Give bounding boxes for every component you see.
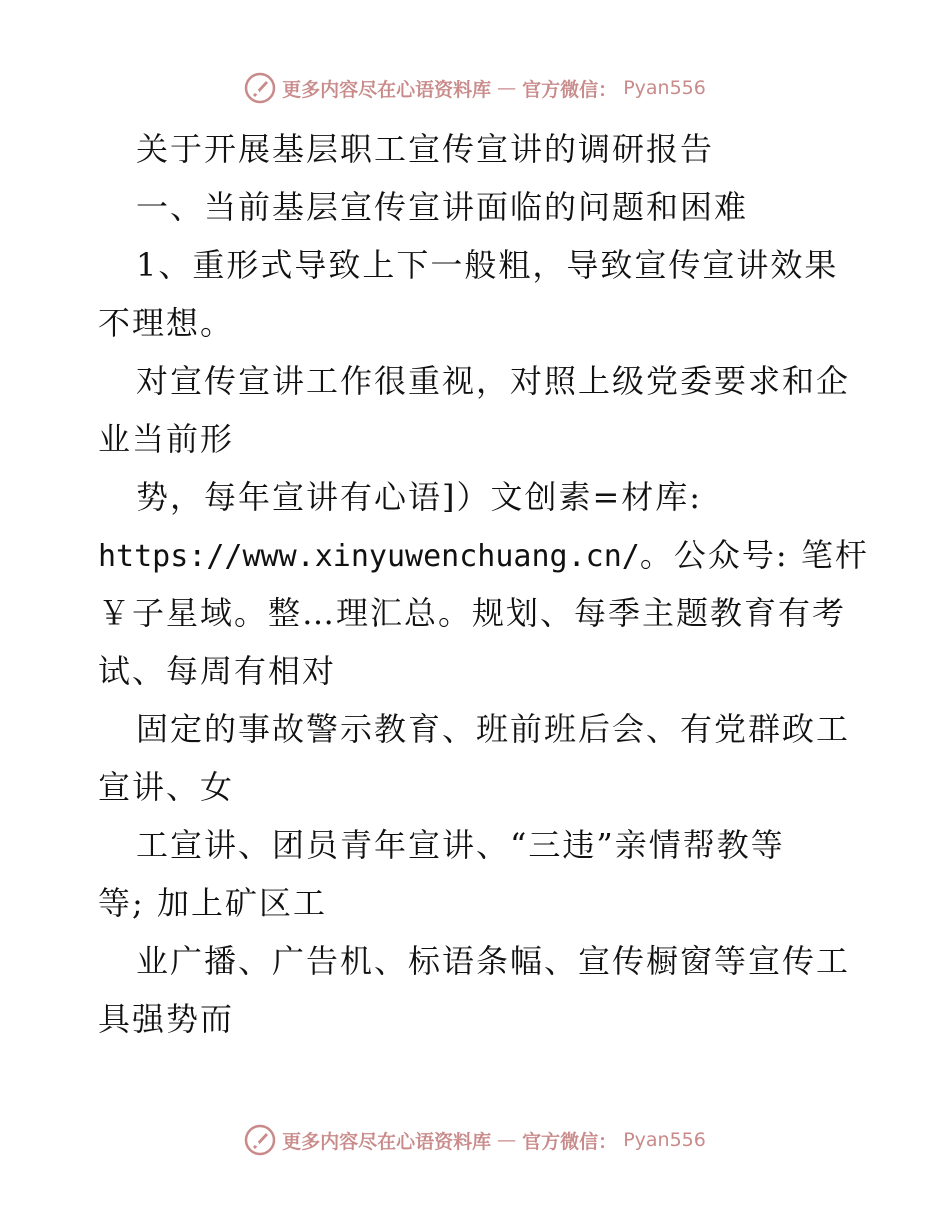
para-3-line-2: 宣讲、女 — [98, 768, 235, 806]
item-1-line-2: 不理想。 — [98, 304, 235, 342]
watermark-wechat-id: Pyan556 — [623, 77, 706, 99]
watermark-site-text: 更多内容尽在心语资料库 — [282, 78, 492, 101]
section-heading: 一、当前基层宣传宣讲面临的问题和困难 — [136, 188, 749, 226]
watermark-wechat-label: 官方微信： — [522, 78, 618, 101]
para-2-line-4: 试、每周有相对 — [98, 652, 337, 690]
para-1-line-2: 业当前形 — [98, 420, 235, 458]
document-body — [98, 120, 869, 1048]
footer-watermark — [0, 1124, 950, 1156]
item-1-line-1: 1、重形式导致上下一般粗，导致宣传宣讲效果 — [136, 246, 839, 284]
para-5-line-1: 业广播、广告机、标语条幅、宣传橱窗等宣传工 — [136, 942, 851, 980]
para-4-line-2: 等; 加上矿区工 — [98, 884, 327, 922]
para-2-line-1: 势，每年宣讲有心语]）文创素=材库: — [136, 478, 703, 516]
quill-logo-icon — [244, 1124, 276, 1156]
quill-logo-icon — [244, 72, 276, 104]
document-title: 关于开展基层职工宣传宣讲的调研报告 — [136, 130, 715, 168]
para-3-line-1: 固定的事故警示教育、班前班后会、有党群政工 — [136, 710, 851, 748]
watermark-separator: — — [497, 77, 517, 99]
para-4-line-1: 工宣讲、团员青年宣讲、“三违”亲情帮教等 — [136, 826, 785, 864]
watermark-separator: — — [497, 1129, 517, 1151]
watermark-wechat-id: Pyan556 — [623, 1129, 706, 1151]
watermark-wechat-label: 官方微信： — [522, 1130, 618, 1153]
para-2-line-3: ￥子星域。整…理汇总。规划、每季主题教育有考 — [98, 594, 847, 632]
para-5-line-2: 具强势而 — [98, 1000, 235, 1038]
website-link[interactable]: https://www.xinyuwenchuang.cn/ — [98, 539, 640, 574]
para-1-line-1: 对宣传宣讲工作很重视，对照上级党委要求和企 — [136, 362, 851, 400]
header-watermark — [0, 72, 950, 104]
para-2-line-2-rest: 。公众号: 笔杆 — [639, 536, 869, 574]
para-2-line-2 — [98, 526, 869, 584]
watermark-site-text: 更多内容尽在心语资料库 — [282, 1130, 492, 1153]
